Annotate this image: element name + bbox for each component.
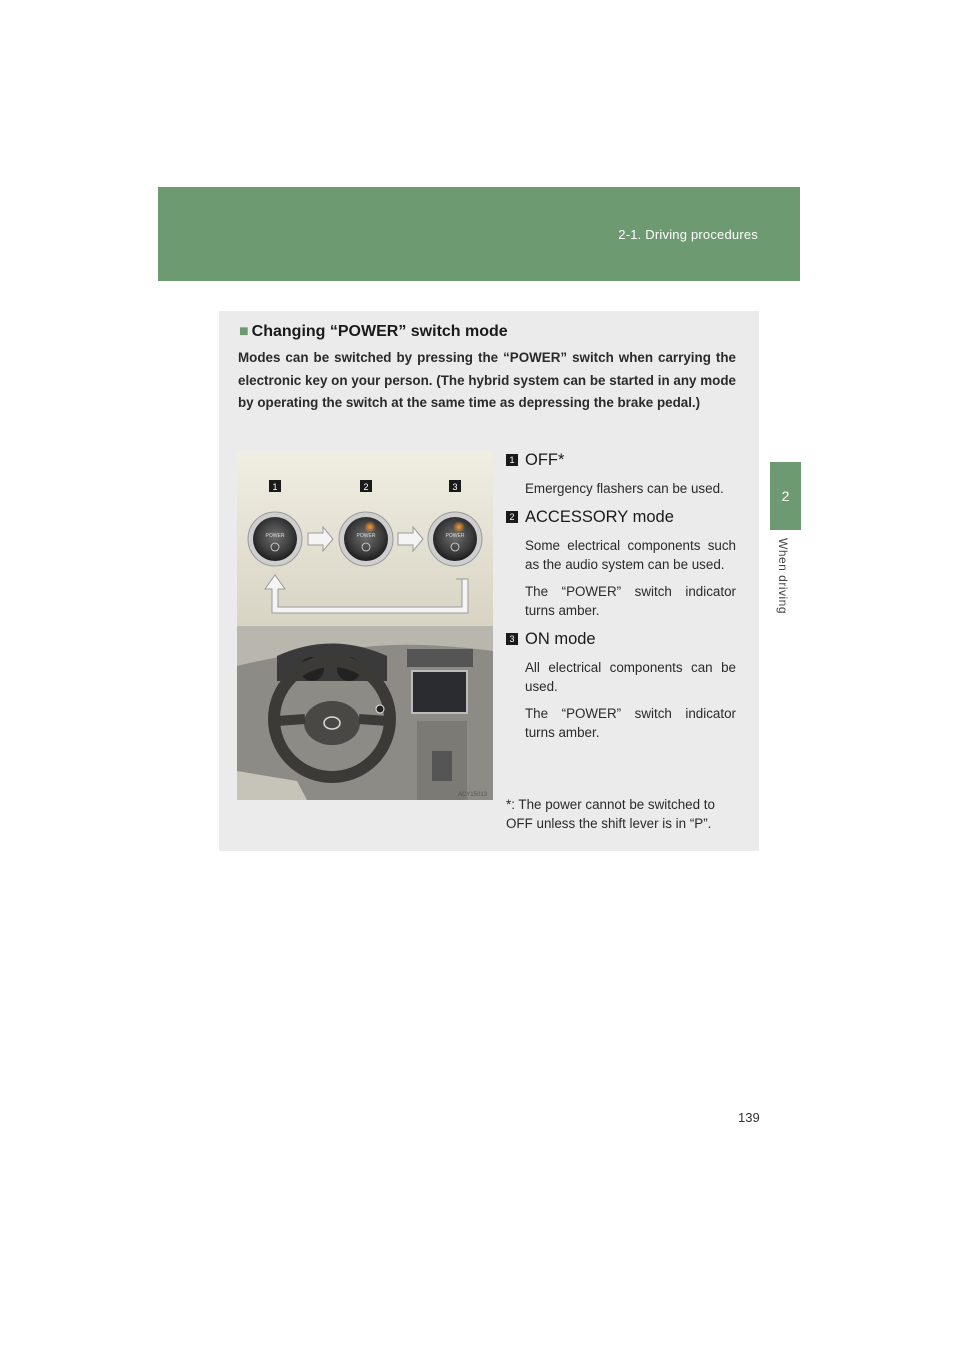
chapter-tab: 2	[770, 462, 801, 530]
item-title: ACCESSORY mode	[525, 508, 674, 526]
item-title: OFF*	[525, 451, 565, 469]
box-title: ■ Changing “POWER” switch mode	[239, 323, 508, 340]
power-switch-figure	[237, 451, 493, 800]
power-button-accessory	[339, 512, 393, 566]
power-switch-illustration	[237, 451, 493, 800]
item-number: 2	[506, 511, 518, 523]
item-desc: Emergency flashers can be used.	[525, 481, 724, 496]
item-desc: The “POWER” switch indicator turns amber.	[525, 706, 736, 740]
figure-label-3: 3	[452, 482, 458, 492]
svg-text:POWER: POWER	[265, 533, 285, 539]
chapter-label: When driving	[776, 538, 790, 615]
svg-text:POWER: POWER	[445, 533, 465, 539]
item-desc: Some electrical components such as the audio system can be used.	[525, 538, 736, 572]
intro-text: Modes can be switched by pressing the “POWER” switch when carrying the electronic key on your person. (The hybrid system can be started in any mode by operating the switch at the same time as depressing the brake pedal.)	[238, 350, 736, 410]
square-bullet-icon: ■	[239, 323, 249, 340]
svg-text:POWER: POWER	[356, 533, 376, 539]
figure-code: ACY15013	[457, 792, 487, 798]
list-item	[506, 628, 736, 742]
item-number: 3	[506, 633, 518, 645]
item-title: ON mode	[525, 630, 596, 648]
power-button-on	[428, 512, 482, 566]
item-number: 1	[506, 454, 518, 466]
page-number: 139	[738, 1110, 760, 1125]
figure-label-2: 2	[363, 482, 369, 492]
item-desc: The “POWER” switch indicator turns amber.	[525, 584, 736, 618]
section-header-bar	[158, 187, 800, 281]
info-box	[219, 311, 759, 851]
list-item	[506, 449, 736, 498]
footnote: *: The power cannot be switched to OFF unless the shift lever is in “P”.	[506, 797, 715, 831]
power-button-off	[248, 512, 302, 566]
item-desc: All electrical components can be used.	[525, 660, 736, 694]
figure-label-1: 1	[272, 482, 278, 492]
list-item	[506, 506, 736, 620]
mode-list	[506, 449, 736, 750]
section-title: 2-1. Driving procedures	[618, 227, 758, 242]
